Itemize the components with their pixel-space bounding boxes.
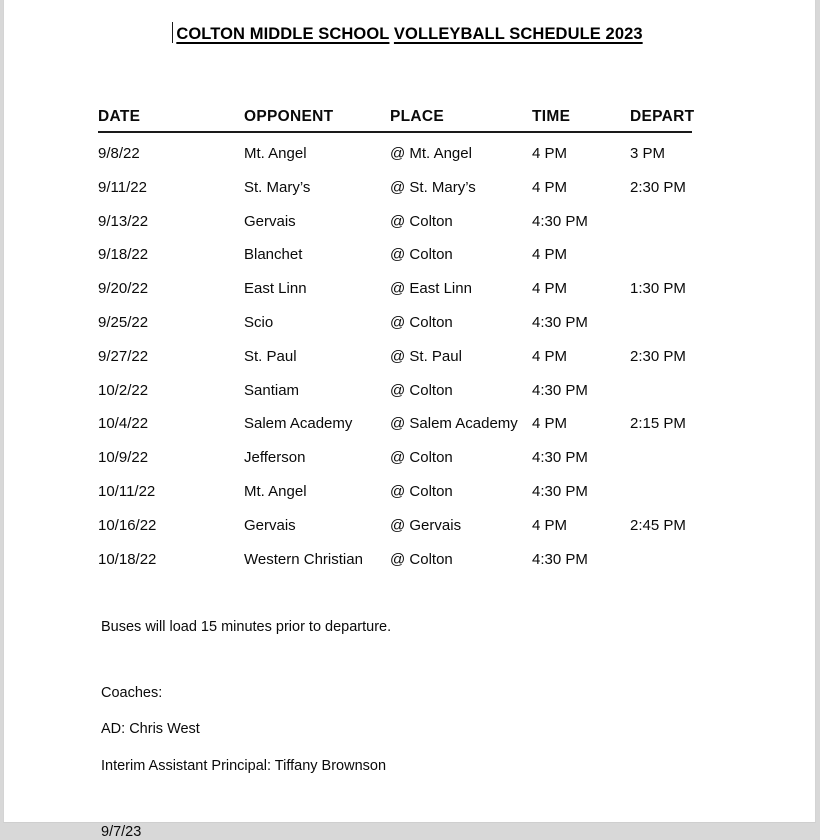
table-row: [98, 132, 692, 177]
document-title-secondary: [394, 26, 643, 43]
cell-opponent: St. Mary’s: [244, 178, 311, 196]
cell-date: 10/4/22: [98, 415, 149, 433]
table-row: [98, 312, 692, 346]
cell-time: 4 PM: [532, 280, 568, 298]
cell-depart: [630, 211, 692, 245]
document-title-secondary-text: VOLLEYBALL SCHEDULE 2023: [393, 25, 643, 43]
column-header-date: DATE: [98, 108, 141, 125]
note-revision-date: 9/7/23: [101, 824, 142, 840]
cell-place: @ Gervais: [390, 516, 462, 534]
cell-place: @ Colton: [390, 246, 453, 264]
cell-opponent: St. Paul: [244, 347, 297, 365]
cell-place: @ Colton: [390, 212, 453, 230]
table-row: [98, 380, 692, 414]
cell-place: @ Colton: [390, 550, 453, 568]
cell-time: 4 PM: [532, 516, 568, 534]
schedule-table-container: [98, 108, 695, 582]
schedule-table-head: [98, 108, 695, 132]
volleyball-schedule-table: [98, 108, 695, 582]
table-row: [98, 244, 692, 278]
table-row: [98, 177, 692, 211]
cell-depart: [630, 244, 692, 278]
cell-time: 4 PM: [532, 145, 568, 162]
cell-time: 4 PM: [532, 178, 568, 196]
cell-time: 4 PM: [532, 246, 568, 264]
table-row: [98, 413, 692, 447]
cell-place: @ Colton: [390, 381, 453, 399]
cell-opponent: Gervais: [244, 516, 296, 534]
cell-depart: [630, 481, 692, 515]
cell-time: 4 PM: [532, 415, 568, 433]
cell-time: 4:30 PM: [532, 212, 588, 230]
column-header-time: TIME: [532, 108, 571, 125]
cell-time: 4:30 PM: [532, 449, 588, 467]
cell-date: 9/18/22: [98, 246, 149, 264]
cell-date: 10/2/22: [98, 381, 149, 399]
table-row: [98, 481, 692, 515]
table-row: [98, 515, 692, 549]
document-title-block: [4, 0, 815, 44]
document-title-primary: [176, 26, 389, 43]
cell-date: 9/11/22: [98, 178, 147, 196]
cell-time: 4:30 PM: [532, 381, 588, 399]
cell-place: @ St. Paul: [390, 347, 462, 365]
text-cursor-caret: [172, 22, 173, 43]
cell-opponent: Mt. Angel: [244, 145, 307, 162]
cell-place: @ St. Mary’s: [390, 178, 476, 196]
note-bus-loading: Buses will load 15 minutes prior to departure.: [101, 619, 392, 635]
cell-depart: 2:30 PM: [630, 178, 686, 196]
cell-time: 4 PM: [532, 347, 568, 365]
cell-depart: 2:45 PM: [630, 516, 686, 534]
cell-time: 4:30 PM: [532, 482, 588, 500]
note-interim-assistant-principal: Interim Assistant Principal: Tiffany Brownson: [101, 757, 387, 774]
cell-opponent: Salem Academy: [244, 415, 353, 433]
cell-depart: [630, 447, 692, 481]
cell-date: 9/8/22: [98, 145, 140, 162]
cell-opponent: Scio: [244, 313, 274, 331]
note-athletic-director: AD: Chris West: [101, 721, 200, 737]
cell-time: 4:30 PM: [532, 313, 588, 331]
cell-depart: [630, 549, 692, 583]
cell-depart: [630, 380, 692, 414]
cell-date: 9/27/22: [98, 347, 149, 365]
document-page: [3, 0, 816, 840]
cell-opponent: Blanchet: [244, 246, 303, 264]
table-row: [98, 211, 692, 245]
footer-notes: [101, 620, 701, 840]
cell-place: @ East Linn: [390, 280, 472, 298]
cell-date: 10/11/22: [98, 482, 156, 500]
cell-opponent: Gervais: [244, 212, 296, 230]
cell-place: @ Colton: [390, 449, 453, 467]
schedule-header-row: [98, 108, 692, 132]
cell-place: @ Salem Academy: [390, 415, 518, 433]
column-header-place: PLACE: [390, 108, 445, 125]
column-header-opponent: OPPONENT: [244, 108, 334, 125]
note-coaches-label: Coaches:: [101, 684, 163, 701]
cell-date: 9/20/22: [98, 280, 149, 298]
table-row: [98, 278, 692, 312]
table-row: [98, 549, 692, 583]
cell-depart: 1:30 PM: [630, 280, 686, 298]
cell-time: 4:30 PM: [532, 550, 588, 568]
cell-depart: [630, 312, 692, 346]
table-row: [98, 447, 692, 481]
cell-place: @ Colton: [390, 313, 453, 331]
cell-date: 10/16/22: [98, 516, 157, 534]
cell-opponent: Jefferson: [244, 449, 306, 467]
column-header-depart: DEPART: [630, 108, 695, 125]
cell-opponent: Santiam: [244, 381, 300, 399]
cell-date: 9/13/22: [98, 212, 149, 230]
cell-place: @ Mt. Angel: [390, 145, 472, 162]
cell-date: 10/18/22: [98, 550, 157, 568]
cell-depart: 2:15 PM: [630, 415, 686, 433]
cell-date: 9/25/22: [98, 313, 149, 331]
cell-depart: 2:30 PM: [630, 347, 686, 365]
cell-place: @ Colton: [390, 482, 453, 500]
cell-opponent: Western Christian: [244, 550, 363, 568]
cell-date: 10/9/22: [98, 449, 149, 467]
cell-depart: 3 PM: [630, 145, 666, 162]
cell-opponent: Mt. Angel: [244, 482, 307, 500]
schedule-table-body: [98, 132, 692, 582]
table-row: [98, 346, 692, 380]
cell-opponent: East Linn: [244, 280, 307, 298]
document-title-primary-text: COLTON MIDDLE SCHOOL: [176, 25, 390, 43]
